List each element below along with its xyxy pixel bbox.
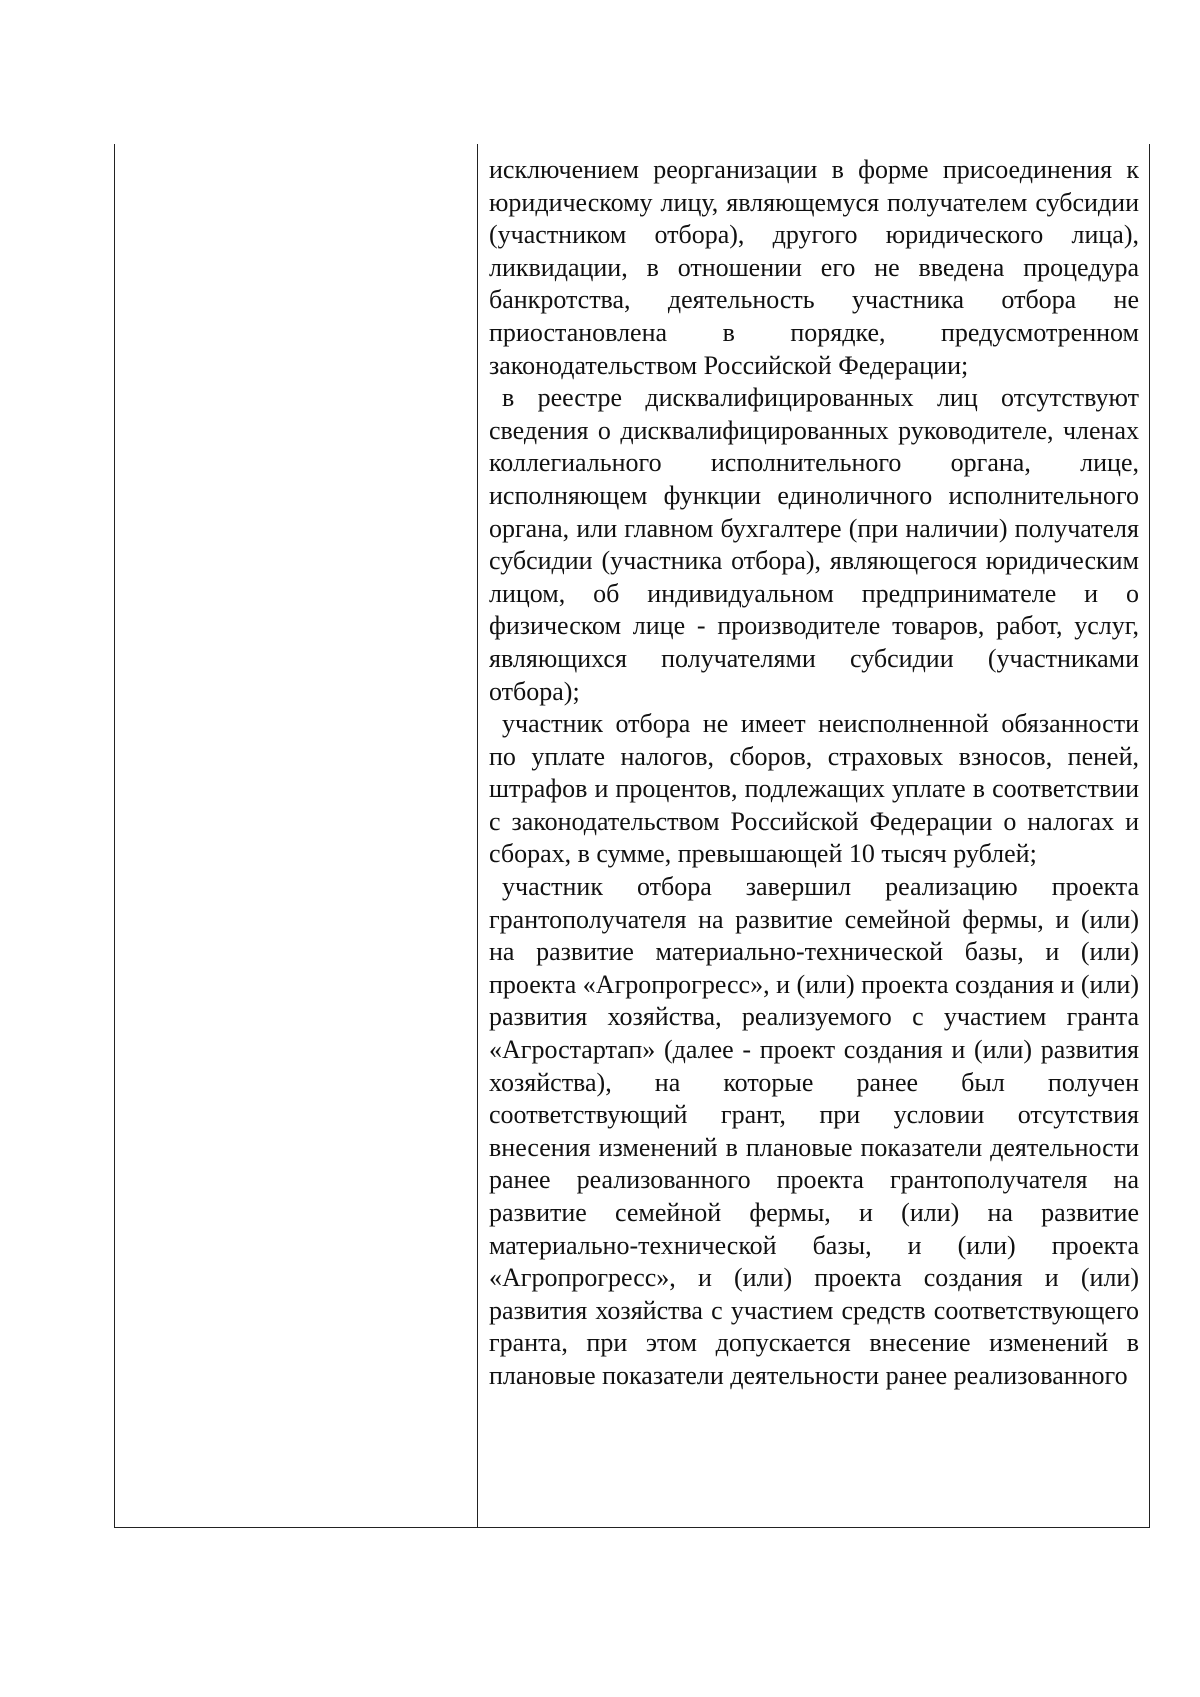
paragraph-tax-obligations: участник отбора не имеет неисполненной обязанности по уплате налогов, сборов, страховых взносов, пеней, штрафов и процентов, подлежащих уплате в соответствии с законодательством Российской Федерации о налогах и сборах, в сумме, превышающей 10 тысяч рублей; — [489, 709, 1139, 869]
paragraph-disqualified-persons: в реестре дисквалифицированных лиц отсутствуют сведения о дисквалифицированных руководителе, членах коллегиального исполнительного органа, лице, исполняющем функции единоличного исполнительного органа, или главном бухгалтере (при наличии) получателя субсидии (участника отбора), являющегося юридическим лицом, об индивидуальном предпринимателе и о физическом лице - производителе товаров, работ, услуг, являющихся получателями субсидии (участниками отбора); — [489, 383, 1139, 706]
document-table — [114, 144, 1150, 1528]
paragraph-reorganization: исключением реорганизации в форме присоединения к юридическому лицу, являющемуся получателем субсидии (участником отбора), другого юридического лица), ликвидации, в отношении его не введена процедура банкротства, деятельность участника отбора не приостановлена в порядке, предусмотренном законодательством Российской Федерации; — [489, 155, 1139, 380]
table-right-column — [478, 144, 1149, 1527]
paragraph-project-completion: участник отбора завершил реализацию проекта грантополучателя на развитие семейной фермы, и (или) на развитие материально-технической базы, и (или) проекта «Агропрогресс», и (или) проекта создания и (или) развития хозяйства, реализуемого с участием гранта «Агростартап» (далее - проект создания и (или) развития хозяйства), на которые ранее был получен соответствующий грант, при условии отсутствия внесения изменений в плановые показатели деятельности ранее реализованного проекта грантополучателя на развитие семейной фермы, и (или) на развитие материально-технической базы, и (или) проекта «Агропрогресс», и (или) проекта создания и (или) развития хозяйства с участием средств соответствующего гранта, при этом допускается внесение изменений в плановые показатели деятельности ранее реализованного — [489, 872, 1139, 1390]
table-left-column — [115, 144, 478, 1527]
